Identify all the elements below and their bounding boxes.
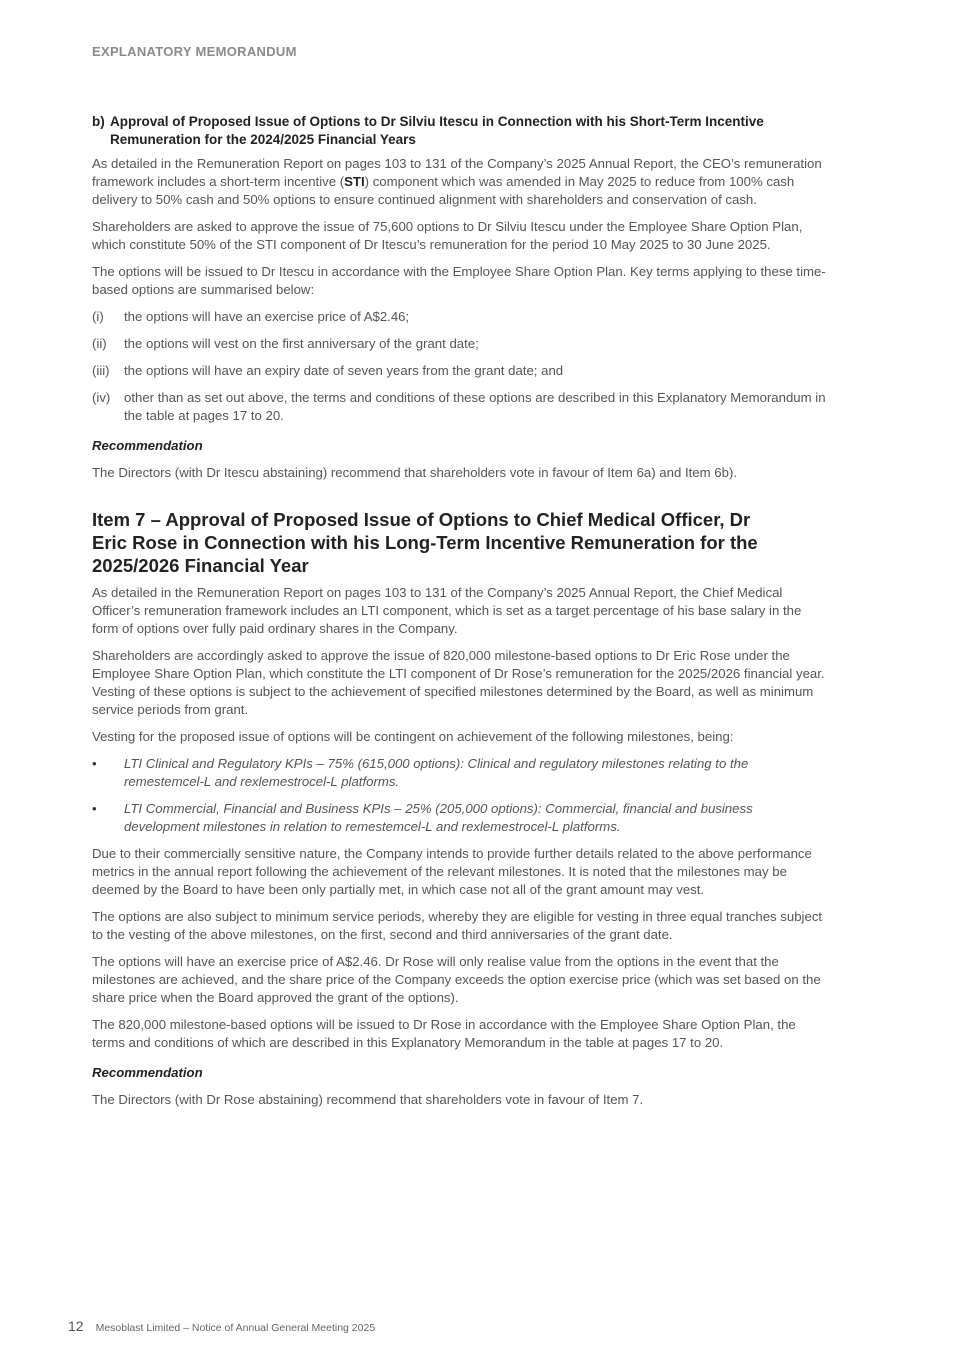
list-item-text: the options will have an exercise price of A$2.46;: [124, 309, 410, 324]
item-7-recommendation-label: Recommendation: [92, 1065, 203, 1080]
bullet-icon: •: [92, 756, 97, 771]
milestones-list: [92, 755, 830, 836]
list-item-text: the options will vest on the first anniversary of the grant date;: [124, 336, 479, 351]
section-b-recommendation-text: The Directors (with Dr Itescu abstaining) recommend that shareholders vote in favour of Item 6a) and Item 6b).: [92, 465, 738, 480]
item-7-recommendation-text: The Directors (with Dr Rose abstaining) recommend that shareholders vote in favour of Item 7.: [92, 1092, 644, 1107]
list-item-text: LTI Clinical and Regulatory KPIs – 75% (615,000 options): Clinical and regulatory milestones relating to the remestemcel-L and rexlemestrocel-L platforms.: [124, 756, 749, 789]
list-item: [92, 308, 830, 326]
item-7-paragraph-3: Vesting for the proposed issue of options will be contingent on achievement of the following milestones, being:: [92, 729, 734, 744]
document-body: [92, 113, 830, 1118]
list-item: [92, 335, 830, 353]
item-7-paragraph-2: Shareholders are accordingly asked to approve the issue of 820,000 milestone-based options to Dr Eric Rose under the Employee Share Option Plan, which constitute the LTI component of Dr Rose’s remuneration for the 2025/2026 financial year. Vesting of these options is subject to the achievement of specified milestones determined by the Board, as well as minimum service periods from grant.: [92, 648, 825, 717]
sti-abbreviation: STI: [344, 174, 365, 189]
page-footer: [68, 1318, 375, 1334]
list-item-text: the options will have an expiry date of seven years from the grant date; and: [124, 363, 564, 378]
footer-text: Mesoblast Limited – Notice of Annual General Meeting 2025: [95, 1322, 376, 1334]
list-item: [92, 389, 830, 425]
list-item: [92, 362, 830, 380]
page-number: 12: [68, 1318, 84, 1334]
section-b-p1-end: ) component which was amended in May 2025 to reduce from 100% cash delivery to 50% cash and 50% options to ensure continued alignment with shareholders and conservation of cash.: [92, 174, 795, 207]
item-7-heading: Item 7 – Approval of Proposed Issue of Options to Chief Medical Officer, Dr Eric Rose in Connection with his Long-Term Incentive Remuneration for the 2025/2026 Financial Year: [92, 509, 758, 576]
list-item-text: other than as set out above, the terms and conditions of these options are described in this Explanatory Memorandum in the table at pages 17 to 20.: [124, 390, 826, 423]
list-item-number: (iv): [92, 390, 111, 405]
list-item: [92, 800, 830, 836]
section-b-recommendation-label: Recommendation: [92, 438, 203, 453]
item-7-paragraph-7: The 820,000 milestone-based options will be issued to Dr Rose in accordance with the Employee Share Option Plan, the terms and conditions of which are described in this Explanatory Memorandum in the table at pages 17 to 20.: [92, 1017, 796, 1050]
bullet-icon: •: [92, 801, 97, 816]
option-terms-list: [92, 308, 830, 425]
section-b-label: b): [92, 114, 105, 129]
item-7-paragraph-6: The options will have an exercise price of A$2.46. Dr Rose will only realise value from the options in the event that the milestones are achieved, and the share price of the Company exceeds the option exercise price (which was set based on the share price when the Board approved the grant of the options).: [92, 954, 821, 1005]
list-item-number: (iii): [92, 363, 110, 378]
item-7-paragraph-5: The options are also subject to minimum service periods, whereby they are eligible for vesting in three equal tranches subject to the vesting of the above milestones, on the first, second and third anniversaries of the grant date.: [92, 909, 823, 942]
list-item-number: (i): [92, 309, 104, 324]
section-b-paragraph-3: The options will be issued to Dr Itescu in accordance with the Employee Share Option Plan. Key terms applying to these time-based options are summarised below:: [92, 264, 826, 297]
running-head: EXPLANATORY MEMORANDUM: [92, 44, 297, 59]
list-item: [92, 755, 830, 791]
section-b-heading: [92, 113, 830, 149]
section-b-title: Approval of Proposed Issue of Options to Dr Silviu Itescu in Connection with his Short-Term Incentive Remuneration for the 2024/2025 Financial Years: [110, 114, 764, 147]
list-item-number: (ii): [92, 336, 107, 351]
list-item-text: LTI Commercial, Financial and Business KPIs – 25% (205,000 options): Commercial, financial and business development milestones in relation to remestemcel-L and rexlemestrocel-L platforms.: [124, 801, 753, 834]
item-7-paragraph-1: As detailed in the Remuneration Report on pages 103 to 131 of the Company’s 2025 Annual Report, the Chief Medical Officer’s remuneration framework includes an LTI component, which is set as a target percentage of his base salary in the form of options over fully paid ordinary shares in the Company.: [92, 585, 802, 636]
section-b-p1-start: As detailed in the Remuneration Report on pages 103 to 131 of the Company’s 2025 Annual Report, the CEO’s remuneration framework includes a short-term incentive (: [92, 156, 822, 189]
section-b-paragraph-2: Shareholders are asked to approve the issue of 75,600 options to Dr Silviu Itescu under the Employee Share Option Plan, which constitute 50% of the STI component of Dr Itescu’s remuneration for the period 10 May 2025 to 30 June 2025.: [92, 219, 803, 252]
item-7-paragraph-4: Due to their commercially sensitive nature, the Company intends to provide further details related to the above performance metrics in the annual report following the achievement of the relevant milestones. It is noted that the milestones may be deemed by the Board to have been only partially met, in which case not all of the grant amount may vest.: [92, 846, 812, 897]
section-b-paragraph-1: [92, 155, 830, 209]
